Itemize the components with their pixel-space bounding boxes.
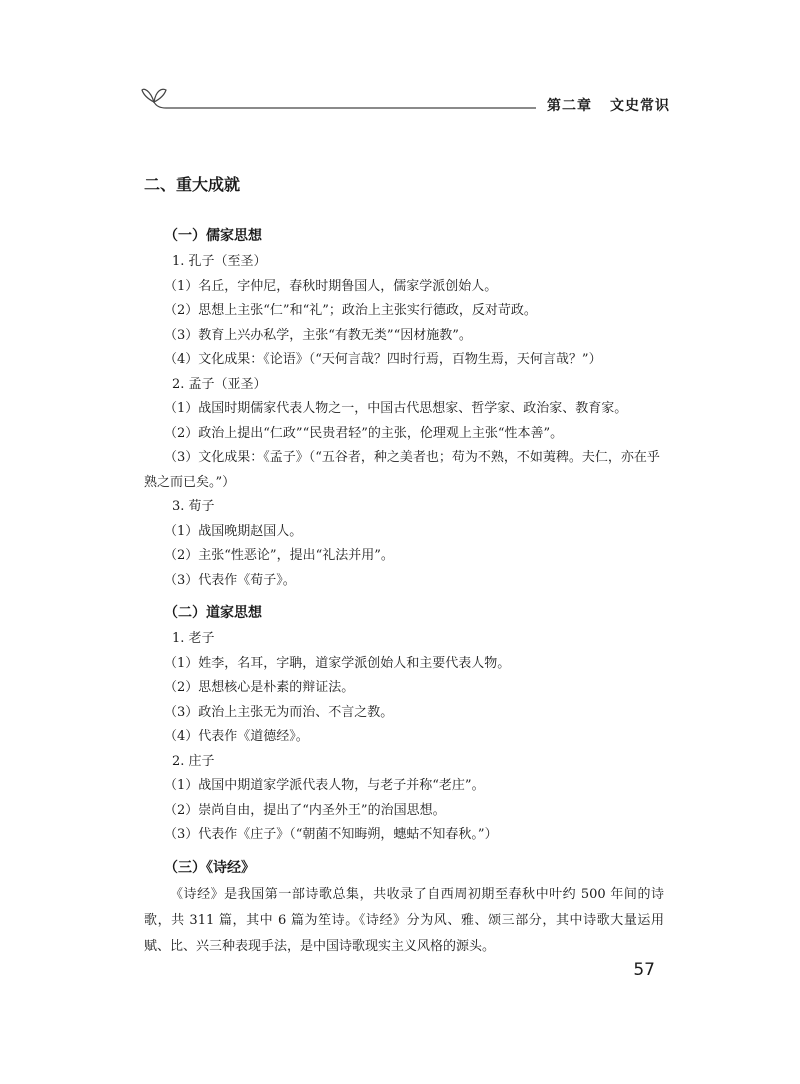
list-item: （4）文化成果：《论语》（“天何言哉？四时行焉，百物生焉，天何言哉？”） — [164, 352, 602, 367]
running-header — [140, 76, 672, 116]
chapter-number: 第二章 — [547, 98, 592, 114]
list-item: （2）思想核心是朴素的辩证法。 — [164, 680, 355, 695]
section-title: 二、重大成就 — [144, 175, 241, 194]
person-heading: 1. 孔子（至圣） — [172, 254, 267, 269]
list-item: （4）代表作《道德经》。 — [164, 729, 309, 744]
list-item: （2）政治上提出“仁政”“民贵君轻”的主张，伦理观上主张“性本善”。 — [164, 425, 564, 441]
subsection-title: （三）《诗经》 — [164, 859, 255, 876]
person-heading: 2. 孟子（亚圣） — [172, 376, 267, 392]
page-content — [144, 172, 664, 960]
shijing-paragraph: 《诗经》是我国第一部诗歌总集，共收录了自西周初期至春秋中叶约 500 年间的诗歌，共 311 篇，其中 6 篇为笙诗。《诗经》分为风、雅、颂三部分，其中诗歌大量运用赋、比、兴三种表现手法，是中国诗歌现实主义风格的源头。 — [144, 886, 664, 954]
list-item: （1）战国中期道家学派代表人物，与老子并称“老庄”。 — [164, 778, 485, 793]
chapter-label — [547, 95, 670, 115]
person-heading: 3. 荀子 — [172, 499, 215, 514]
subsection-title: （一）儒家思想 — [164, 228, 262, 244]
person-heading: 1. 老子 — [172, 631, 215, 646]
list-item: （1）名丘，字仲尼，春秋时期鲁国人，儒家学派创始人。 — [164, 278, 498, 294]
list-item: （1）战国时期儒家代表人物之一，中国古代思想家、哲学家、政治家、教育家。 — [164, 401, 628, 416]
list-item: （2）崇尚自由，提出了“内圣外王”的治国思想。 — [164, 802, 446, 818]
list-item: （1）姓李，名耳，字聃，道家学派创始人和主要代表人物。 — [164, 655, 511, 671]
list-item: （3）教育上兴办私学，主张“有教无类”“因材施教”。 — [164, 327, 472, 343]
list-item: （3）政治上主张无为而治、不言之教。 — [164, 704, 394, 720]
subsection-title: （二）道家思想 — [164, 605, 262, 621]
person-heading: 2. 庄子 — [172, 753, 215, 769]
list-item: （2）主张“性恶论”，提出“礼法并用”。 — [164, 548, 394, 563]
chapter-title: 文史常识 — [610, 98, 670, 114]
list-item: （3）代表作《庄子》（“朝菌不知晦朔，蟪蛄不知春秋。”） — [164, 827, 498, 842]
list-item: （1）战国晚期赵国人。 — [164, 523, 303, 539]
list-item: （2）思想上主张“仁”和“礼”；政治上主张实行德政，反对苛政。 — [164, 303, 537, 318]
page-number: 57 — [633, 960, 655, 980]
list-item: （3）文化成果：《孟子》（“五谷者，种之美者也；苟为不熟，不如荑稗。夫仁，亦在乎熟之而已矣。”） — [144, 450, 660, 490]
list-item: （3）代表作《荀子》。 — [164, 572, 296, 588]
